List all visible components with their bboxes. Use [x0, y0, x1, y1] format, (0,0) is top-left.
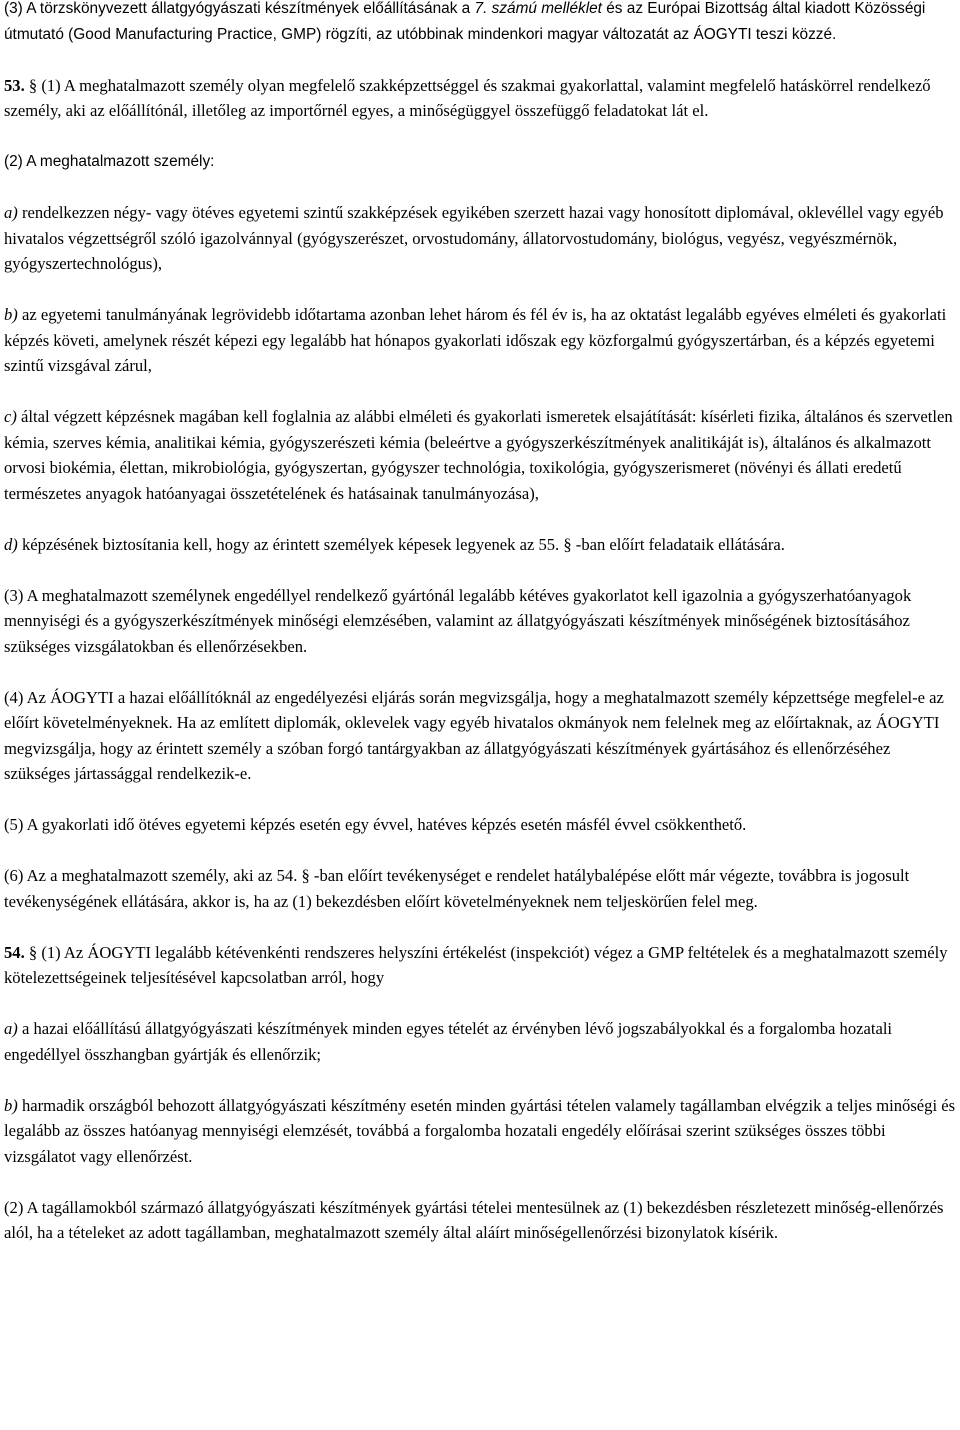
section-54-number: 54.: [4, 942, 25, 962]
point-c: [4, 404, 956, 506]
point-text: harmadik országból behozott állatgyógyászati készítmény esetén minden gyártási tételen valamely tagállamban elvégzik a teljes minőségi és legalább az összes hatóanyag mennyiségi elemzését, továbbá a forgalomba hozatali engedély előírásai szerint szükséges összes többi vizsgálatot vagy ellenőrzést.: [4, 1095, 956, 1166]
point-text: rendelkezzen négy- vagy ötéves egyetemi szintű szakképzések egyikében szerzett hazai vagy honosított diplomával, oklevéllel vagy egyéb hivatalos végzettségről szóló igazolvánnyal (gyógyszerészet, orvostudomány, állatorvostudomány, biológus, vegyész, vegyészmérnök, gyógyszertechnológus),: [4, 203, 944, 273]
point-b: [4, 302, 956, 379]
point-b: [4, 1093, 956, 1170]
section-53-paragraph-4: (4) Az ÁOGYTI a hazai előállítóknál az engedélyezési eljárás során megvizsgálja, hogy a meghatalmazott személy képzettsége megfelel-e az előírt követelményeknek. Ha az említett diplomák, oklevelek vagy egyéb hivatalos okmányok nem felelnek meg az előírtaknak, az ÁOGYTI megvizsgálja, hogy az érintett személy a szóban forgó tantárgyakban az állatgyógyászati készítmények gyártásához és ellenőrzéséhez szükséges jártassággal rendelkezik-e.: [4, 687, 944, 783]
point-letter: d): [4, 534, 18, 554]
paragraph-3-lead: (3) A törzskönyvezett állatgyógyászati készítmények előállításának a: [4, 0, 475, 17]
section-53-paragraph-3: (3) A meghatalmazott személynek engedéllyel rendelkező gyártónál legalább kétéves gyakorlatot kell igazolnia a gyógyszerhatóanyagok mennyiségi és a gyógyszerkészítmények minőségi elemzésében, valamint az állatgyógyászati készítmények minőségének biztosításához szükséges vizsgálatokban és ellenőrzésekben.: [4, 585, 912, 656]
point-text: az egyetemi tanulmányának legrövidebb időtartama azonban lehet három és fél év is, ha az oktatást legalább egyéves elméleti és gyakorlati képzés követi, amelynek részét képezi egy legalább hat hónapos gyakorlati időszak egy közforgalmú gyógyszertárban, és a képzés egyetemi szintű vizsgával zárul,: [4, 305, 947, 375]
section-sign: §: [24, 75, 42, 95]
section-54-paragraph-2: (2) A tagállamokból származó állatgyógyászati készítmények gyártási tételei mentesülnek az (1) bekezdésben részletezett minőség-ellenőrzés alól, ha a tételeket az adott tagállamban, meghatalmazott személy által aláírt minőségellenőrzési bizonylatok kísérik.: [4, 1197, 944, 1242]
section-53-text: (1) A meghatalmazott személy olyan megfelelő szakképzettséggel és szakmai gyakorlattal, valamint megfelelő hatáskörrel rendelkező személy, aki az előállítónál, illetőleg az importőrnél egyes, a minőségüggyel összefüggő feladatokat lát el.: [4, 75, 931, 120]
point-letter: a): [4, 203, 18, 222]
section-53-paragraph-2: (2) A meghatalmazott személy:: [4, 153, 215, 170]
paragraph-3-rest: és az Európai Bizottság által kiadott Közösségi útmutató (Good Manufacturing Practice, GMP) rögzíti, az utóbbinak mindenkori magyar változatát az ÁOGYTI teszi közzé.: [4, 0, 926, 43]
point-d: [4, 532, 956, 558]
point-letter: c): [4, 407, 17, 426]
point-text: a hazai előállítású állatgyógyászati készítmények minden egyes tételét az érvényben lévő jogszabályokkal és a forgalomba hozatali engedéllyel összhangban gyártják és ellenőrzik;: [4, 1019, 893, 1064]
point-text: képzésének biztosítania kell, hogy az érintett személyek képesek legyenek az 55. § -ban előírt feladataik ellátására.: [17, 534, 785, 554]
annex-reference: 7. számú melléklet: [474, 0, 602, 17]
point-letter: b): [4, 1095, 18, 1115]
paragraph-3: [4, 0, 956, 47]
point-letter: b): [4, 305, 18, 324]
section-54-paragraph-1: [4, 940, 956, 991]
point-letter: a): [4, 1019, 18, 1038]
section-53-number: 53.: [4, 75, 25, 95]
point-a: [4, 200, 956, 277]
point-a: [4, 1016, 956, 1067]
point-text: által végzett képzésnek magában kell foglalnia az alábbi elméleti és gyakorlati ismeretek elsajátítását: kísérleti fizika, általános és szervetlen kémia, szerves kémia, analitikai kémia, gyógyszerészeti kémia (beleértve a gyógyszerkészítmények analitikáját is), általános és alkalmazott orvosi biokémia, élettan, mikrobiológia, gyógyszertan, gyógyszer technológia, toxikológia, gyógyszerismeret (növényi és állati eredetű természetes anyagok hatóanyagai összetételének és hatásainak tanulmányozása),: [4, 407, 953, 503]
section-53-paragraph-6: (6) Az a meghatalmazott személy, aki az 54. § -ban előírt tevékenységet e rendelet hatálybalépése előtt már végezte, továbbra is jogosult tevékenységének ellátására, akkor is, ha az (1) bekezdésben előírt követelményeknek nem teljeskörűen felel meg.: [4, 866, 910, 911]
section-53-paragraph-5: (5) A gyakorlati idő ötéves egyetemi képzés esetén egy évvel, hatéves képzés esetén másfél évvel csökkenthető.: [4, 815, 747, 834]
section-53-paragraph-1: [4, 73, 956, 124]
section-54-text: (1) Az ÁOGYTI legalább kétévenkénti rendszeres helyszíni értékelést (inspekciót) végez a GMP feltételek és a meghatalmazott személy kötelezettségeinek teljesítésével kapcsolatban arról, hogy: [4, 942, 948, 987]
section-sign: §: [24, 942, 42, 962]
